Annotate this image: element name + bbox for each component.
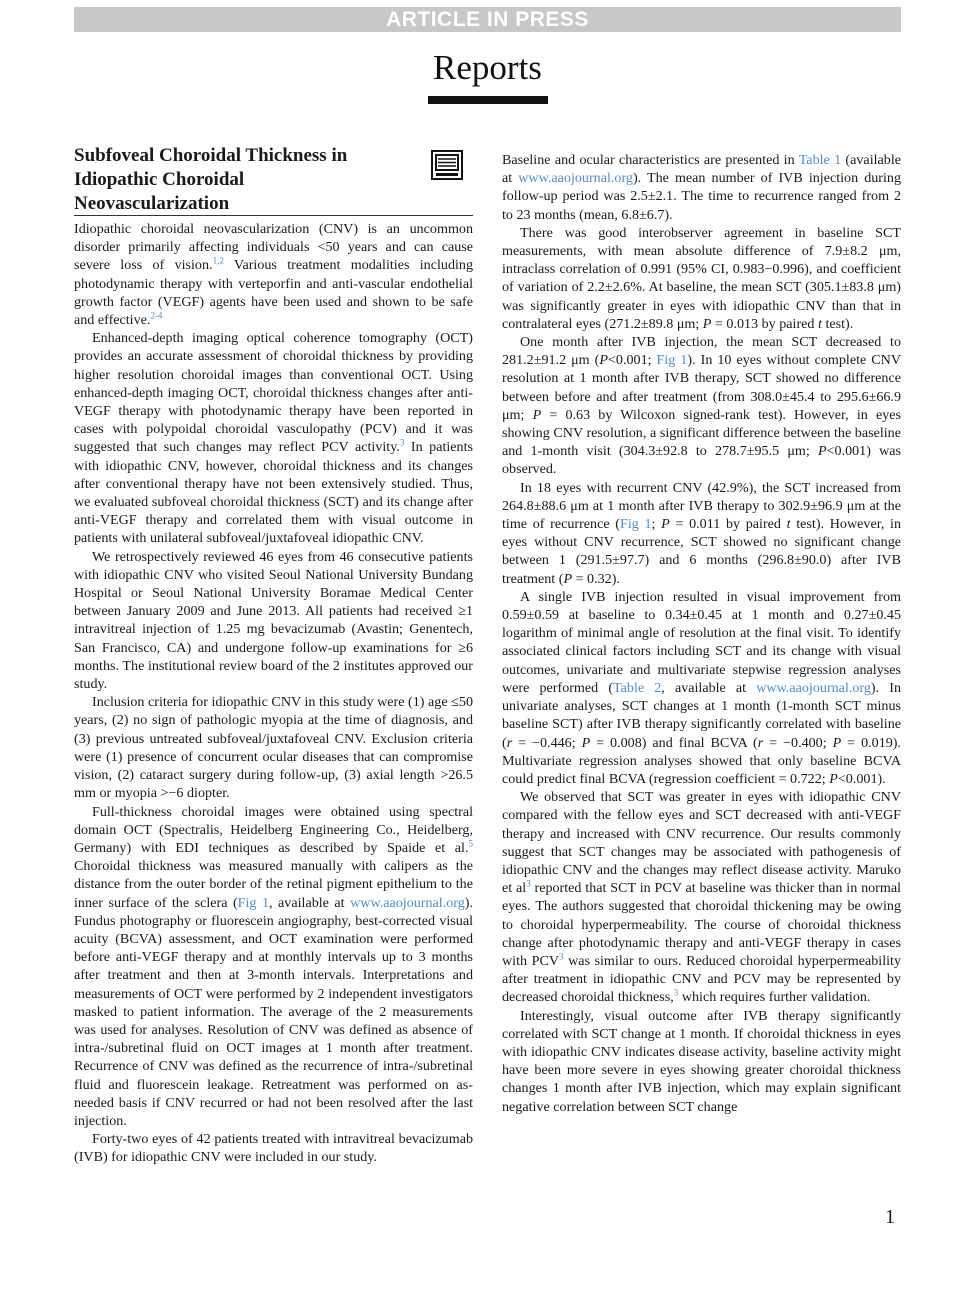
section-rule (428, 96, 548, 104)
citation-ref[interactable]: 3 (559, 951, 564, 962)
citation-ref[interactable]: 5 (468, 838, 473, 849)
section-title: Reports (433, 48, 542, 87)
paragraph: Idiopathic choroidal neovascularization (CNV) is an uncommon disorder primarily affecting individuals <50 years and can cause severe loss of vision.$^{1,2}$ Various treatment modalities including photodynamic therapy with verteporfin and anti-vascular endothelial growth factor (VEGF) agents have been used and shown to be safe and effective.$^{2-4}$ (74, 221, 473, 329)
inline-link[interactable]: www.aaojournal.org (756, 679, 871, 696)
paragraph: Enhanced-depth imaging optical coherence tomography (OCT) provides an accurate assessment of choroidal thickness by providing higher resolution choroidal images than conventional OCT. Using enhanced-depth imaging OCT, choroidal thickness changes after anti-VEGF therapy with photodynamic therapy have been reported in cases with polypoidal choroidal vasculopathy (PCV) and it was suggested that such changes may reflect PCV activity.$^3$ In patients with idiopathic CNV, however, choroidal thickness and its changes after conventional therapy have not been extensively studied. Thus, we evaluated subfoveal choroidal thickness (SCT) and its change after anti-VEGF therapy and correlated them with visual outcome in patients with unilateral subfoveal/juxtafoveal idiopathic CNV. (74, 330, 473, 547)
italic-symbol: P (581, 734, 591, 751)
inline-link[interactable]: Table 2 (613, 679, 662, 696)
citation-ref[interactable]: 1,2 (212, 255, 224, 266)
paragraph: We retrospectively reviewed 46 eyes from 46 consecutive patients with idiopathic CNV who visited Seoul National University Bundang Hospital or Seoul National University Boramae Medical Center between January 2009 and June 2013. All patients had received ≥1 intravitreal injection of 1.25 mg bevacizumab (Avastin; Genentech, San Francisco, CA) and undergone follow-up examinations for ≥6 months. The institutional review board of the 2 institutes approved our study. (74, 548, 473, 693)
paragraph: Full-thickness choroidal images were obtained using spectral domain OCT (Spectralis, Heidelberg Engineering Co., Heidelberg, Germany) with EDI techniques as described by Spaide et al.$^5$ Choroidal thickness was measured manually with calipers as the distance from the outer border of the retinal pigment epithelium to the inner surface of the sclera (Fig 1, available at www.aaojournal.org). Fundus photography or fluorescein angiography, best-corrected visual acuity (BCVA) assessment, and OCT examination were performed before anti-VEGF therapy and at monthly intervals up to 3 months after treatment and then at 3-month intervals. Interpretations and measurements of OCT were performed by 2 independent investigators masked to patient information. The average of the 2 measurements was used for analyses. Resolution of CNV was defined as absence of intra-/subretinal fluid on OCT images at 1 month after treatment. Recurrence of CNV was defined as the recurrence of intra-/subretinal fluid and fluorescein leakage. Retreatment was performed on as-needed basis if CNV recurred or had not been resolved after the last injection. (74, 803, 473, 1129)
italic-symbol: r (506, 734, 513, 751)
italic-symbol: P (832, 734, 842, 751)
citation-ref[interactable]: 2-4 (150, 310, 163, 321)
italic-symbol: P (702, 315, 712, 332)
italic-symbol: P (829, 770, 838, 787)
inline-link[interactable]: www.aaojournal.org (350, 894, 465, 911)
paragraph: Interestingly, visual outcome after IVB therapy significantly correlated with SCT change at 1 month. If choroidal thickness in eyes with idiopathic CNV indicates disease activity, baseline activity might have been more severe in eyes showing greater choroidal thickness changes 1 month after IVB injection, which may explain significant negative correlation between SCT change (502, 1007, 901, 1115)
article-title-line: Idiopathic Choroidal (74, 169, 245, 190)
video-monitor-icon[interactable] (431, 150, 463, 180)
paragraph: In 18 eyes with recurrent CNV (42.9%), the SCT increased from 264.8±88.6 μm at 1 month after IVB therapy to 302.9±96.9 μm at the time of recurrence (Fig 1; P = 0.011 by paired t test). However, in eyes without CNV recurrence, SCT showed no significant change between 1 (291.5±97.7) and 6 months (296.8±90.0) after IVB treatment (P = 0.32). (502, 479, 902, 587)
inline-link[interactable]: Fig 1 (620, 516, 652, 533)
italic-symbol: P (563, 570, 573, 587)
inline-link[interactable]: www.aaojournal.org (518, 170, 633, 187)
article-title-line: Subfoveal Choroidal Thickness in (74, 145, 348, 166)
italic-symbol: P (661, 516, 670, 533)
page-number: 1 (885, 1206, 895, 1228)
italic-symbol: t (786, 516, 791, 533)
paragraph: A single IVB injection resulted in visual improvement from 0.59±0.59 at baseline to 0.34±0.45 at 1 month and 0.27±0.45 logarithm of minimal angle of resolution at the final visit. To identify associated clinical factors including SCT and its change with visual outcomes, univariate and multivariate stepwise regression analyses were performed (Table 2, available at www.aaojournal.org). In univariate analyses, SCT changes at 1 month (1-month SCT minus baseline SCT) after IVB therapy significantly correlated with baseline (r = −0.446; P = 0.008) and final BCVA (r = −0.400; P = 0.019). Multivariate regression analyses showed that only baseline BCVA could predict final BCVA (regression coefficient = 0.722; P<0.001). (502, 588, 902, 787)
paragraph: We observed that SCT was greater in eyes with idiopathic CNV compared with the fellow eyes and SCT decreased with anti-VEGF therapy and increased with CNV recurrence. Our results commonly suggest that SCT changes may be associated with pathogenesis of idiopathic CNV and the changes may reflect disease activity. Maruko et $al^3$ reported that SCT in PCV at baseline was thicker than in normal eyes. The authors suggested that choroidal thickening may be owing to choroidal hyperpermeability. The course of choroidal thickness change after photodynamic therapy and anti-VEGF therapy in cases with PCV$^3$ was similar to ours. Reduced choroidal hyperpermeability after treatment in idiopathic CNV and PCV may be represented by decreased choroidal thickness,$^3$ which requires further validation. (502, 789, 901, 1006)
article-title-line: Neovascularization (74, 193, 230, 214)
left-column (74, 145, 473, 1167)
paragraph: Forty-two eyes of 42 patients treated with intravitreal bevacizumab (IVB) for idiopathic CNV were included in our study. (74, 1131, 473, 1166)
inline-link[interactable]: Fig 1 (237, 894, 270, 911)
paragraph: One month after IVB injection, the mean SCT decreased to 281.2±91.2 μm (P<0.001; Fig 1). In 10 eyes without complete CNV resolution at 1 month after IVB therapy, SCT showed no difference between before and after treatment (from 308.0±45.4 to 295.6±66.9 μm; P = 0.63 by Wilcoxon signed-rank test). However, in eyes showing CNV resolution, a significant difference between the baseline and 1-month visit (304.3±92.8 to 278.7±95.5 μm; P<0.001) was observed. (502, 334, 902, 478)
inline-link[interactable]: Fig 1 (656, 352, 688, 369)
article-in-press-banner: ARTICLE IN PRESS (74, 7, 901, 32)
citation-ref[interactable]: 3 (673, 987, 679, 998)
italic-symbol: P (817, 443, 827, 460)
article-title (74, 144, 404, 216)
paragraph: Baseline and ocular characteristics are presented in Table 1 (available at www.aaojournal.org). The mean number of IVB injection during follow-up period was 2.5±2.1. The time to recurrence ranged from 2 to 23 months (mean, 6.8±6.7). (502, 152, 901, 223)
italic-symbol: P (599, 352, 608, 369)
italic-symbol: t (818, 315, 822, 332)
paragraph: Inclusion criteria for idiopathic CNV in this study were (1) age ≤50 years, (2) no sign of pathologic myopia at the time of diagnosis, and (3) previous untreated subfoveal/juxtafoveal CNV. Exclusion criteria were (1) presence of concurrent ocular diseases that can compromise vision, (2) cataract surgery during follow-up, (3) axial length >26.5 mm or myopia >−6 diopter. (74, 694, 473, 802)
italic-symbol: r (757, 734, 764, 751)
right-column (502, 151, 901, 1116)
article-header (74, 144, 473, 214)
inline-link[interactable]: Table 1 (798, 152, 842, 168)
italic-symbol: P (532, 406, 542, 423)
citation-ref[interactable]: 3 (399, 437, 405, 448)
paragraph: There was good interobserver agreement in baseline SCT measurements, with mean absolute difference of 7.9±8.2 μm, intraclass correlation of 0.991 (95% CI, 0.983−0.996), and coefficient of variation of 2.2±2.6%. At baseline, the mean SCT (305.1±83.8 μm) was significantly greater in eyes with idiopathic CNV than that in contralateral eyes (271.2±89.8 μm; P = 0.013 by paired t test). (502, 224, 901, 332)
citation-ref[interactable]: 3 (526, 878, 531, 889)
